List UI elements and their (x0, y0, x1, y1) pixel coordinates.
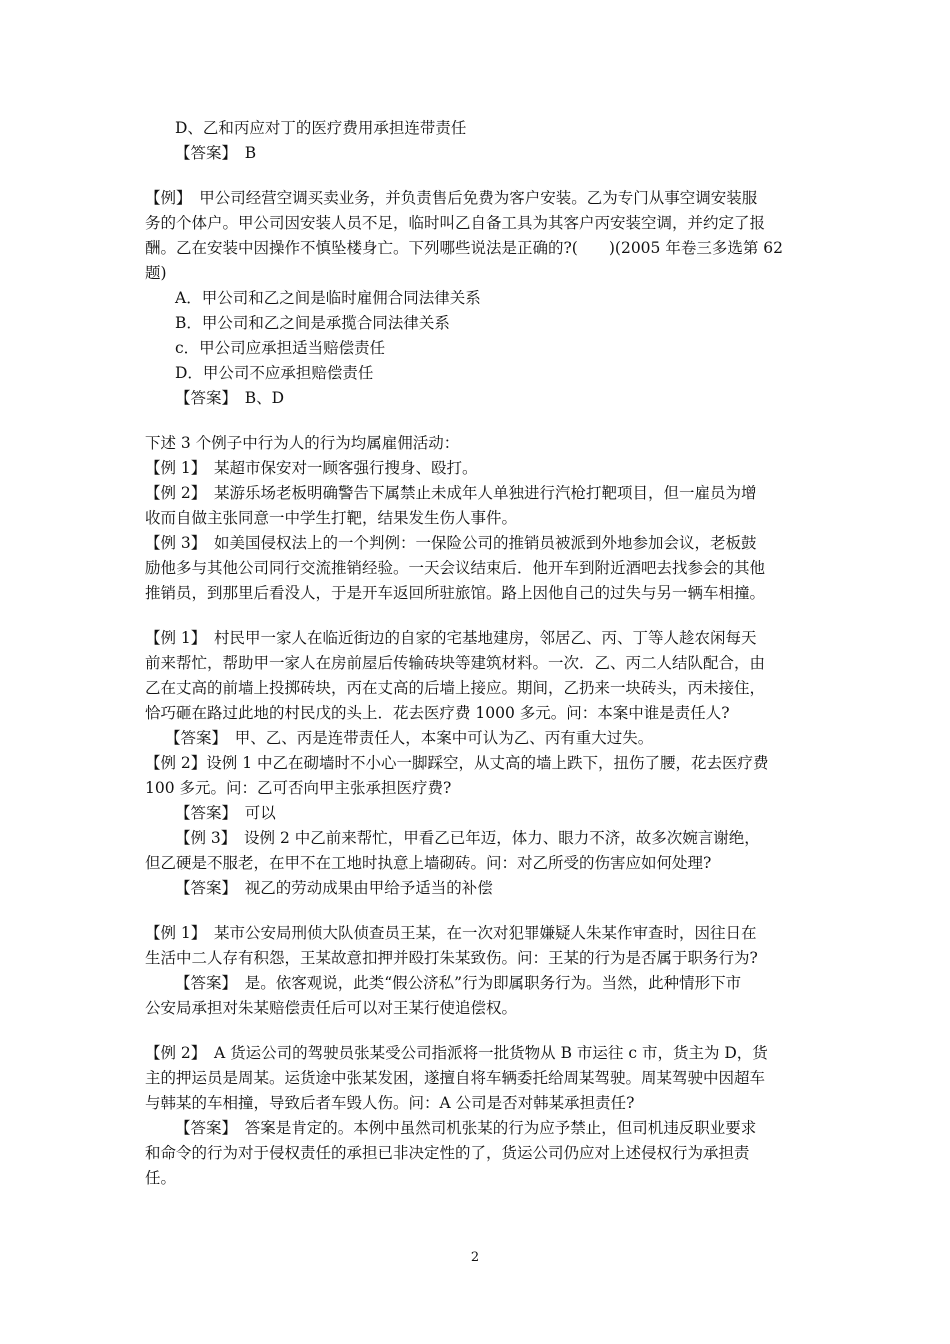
text-line: 【例 1】 村民甲一家人在临近街边的自家的宅基地建房，邻居乙、丙、丁等人趁农闲每天 (145, 629, 757, 647)
text-line: D、乙和丙应对丁的医疗费用承担连带责任 (175, 119, 467, 137)
paragraph-gap (145, 1021, 810, 1041)
paragraph-gap (145, 411, 810, 431)
text-line: 【答案】 甲、乙、丙是连带责任人，本案中可认为乙、丙有重大过失。 (165, 729, 654, 747)
text-line: 【例 3】 如美国侵权法上的一个判例：一保险公司的推销员被派到外地参加会议，老板鼓 (145, 534, 757, 552)
text-line: 题) (145, 264, 167, 282)
text-line: 【例 1】 某市公安局刑侦大队侦查员王某，在一次对犯罪嫌疑人朱某作审查时，因往日在 (145, 924, 757, 942)
text-line: 与韩某的车相撞，导致后者车毁人伤。问：A 公司是否对韩某承担责任? (145, 1094, 635, 1112)
text-line: 主的押运员是周某。运货途中张某发困，遂擅自将车辆委托给周某驾驶。周某驾驶中因超车 (145, 1069, 766, 1087)
text-line: 励他多与其他公司同行交流推销经验。一天会议结束后．他开车到附近酒吧去找参会的其他 (145, 559, 766, 577)
text-block (145, 626, 810, 901)
text-line: 公安局承担对朱某赔偿责任后可以对王某行使追偿权。 (145, 999, 518, 1017)
text-line: 前来帮忙，帮助甲一家人在房前屋后传输砖块等建筑材料。一次．乙、丙二人结队配合，由 (145, 654, 766, 672)
text-line: c．甲公司应承担适当赔偿责任 (175, 339, 386, 357)
text-line: 【答案】 视乙的劳动成果由甲给予适当的补偿 (175, 879, 493, 897)
text-block (145, 1041, 810, 1191)
paragraph-gap (145, 901, 810, 921)
text-block (145, 186, 810, 411)
text-line: 100 多元。问：乙可否向甲主张承担医疗费? (145, 779, 452, 797)
text-line: 【答案】 是。依客观说，此类“假公济私”行为即属职务行为。当然，此种情形下市 (175, 974, 742, 992)
text-line: 和命令的行为对于侵权责任的承担已非决定性的了，货运公司仍应对上述侵权行为承担责 (145, 1144, 750, 1162)
text-line: 【答案】 答案是肯定的。本例中虽然司机张某的行为应予禁止，但司机违反职业要求 (175, 1119, 757, 1137)
text-line: 任。 (145, 1169, 177, 1187)
text-line: 【例 2】设例 1 中乙在砌墙时不小心一脚踩空，从丈高的墙上跌下，扭伤了腰，花去医疗费 (145, 754, 769, 772)
text-line: 【答案】 B、D (175, 389, 285, 407)
text-block (145, 431, 810, 606)
text-line: 但乙硬是不服老，在甲不在工地时执意上墙砌砖。问：对乙所受的伤害应如何处理? (145, 854, 712, 872)
text-line: A．甲公司和乙之间是临时雇佣合同法律关系 (175, 289, 481, 307)
text-line: 【例 3】 设例 2 中乙前来帮忙，甲看乙已年迈，体力、眼力不济，故多次婉言谢绝， (175, 829, 760, 847)
text-block (145, 116, 810, 166)
text-block (145, 921, 810, 1021)
text-line: 【答案】 B (175, 144, 257, 162)
text-line: B．甲公司和乙之间是承揽合同法律关系 (175, 314, 450, 332)
text-line: 【例 2】 某游乐场老板明确警告下属禁止未成年人单独进行汽枪打靶项目，但一雇员为增 (145, 484, 757, 502)
text-line: 收而自做主张同意一中学生打靶，结果发生伤人事件。 (145, 509, 518, 527)
text-line: 【例】 甲公司经营空调买卖业务，并负责售后免费为客户安装。乙为专门从事空调安装服 (145, 189, 758, 207)
page-number: 2 (470, 1250, 480, 1265)
text-line: 乙在丈高的前墙上投掷砖块，丙在丈高的后墙上接应。期间，乙扔来一块砖头，丙未接住， (145, 679, 766, 697)
page-body (145, 116, 810, 1191)
paragraph-gap (145, 166, 810, 186)
text-line: 推销员，到那里后看没人，于是开车返回所驻旅馆。路上因他自己的过失与另一辆车相撞。 (145, 584, 766, 602)
text-line: D．甲公司不应承担赔偿责任 (175, 364, 374, 382)
text-line: 恰巧砸在路过此地的村民戊的头上．花去医疗费 1000 多元。问：本案中谁是责任人? (145, 704, 730, 722)
text-line: 酬。乙在安装中因操作不慎坠楼身亡。下列哪些说法是正确的?( )(2005 年卷三多选第 62 (145, 239, 783, 257)
paragraph-gap (145, 606, 810, 626)
text-line: 【例 2】 A 货运公司的驾驶员张某受公司指派将一批货物从 B 市运往 c 市，货主为 D，货 (145, 1044, 768, 1062)
text-line: 下述 3 个例子中行为人的行为均属雇佣活动： (145, 434, 460, 452)
text-line: 【例 1】 某超市保安对一顾客强行搜身、殴打。 (145, 459, 478, 477)
text-line: 【答案】 可以 (175, 804, 276, 822)
text-line: 生活中二人存有积怨，王某故意扣押并殴打朱某致伤。问：王某的行为是否属于职务行为? (145, 949, 758, 967)
text-line: 务的个体户。甲公司因安装人员不足，临时叫乙自备工具为其客户丙安装空调，并约定了报 (145, 214, 766, 232)
